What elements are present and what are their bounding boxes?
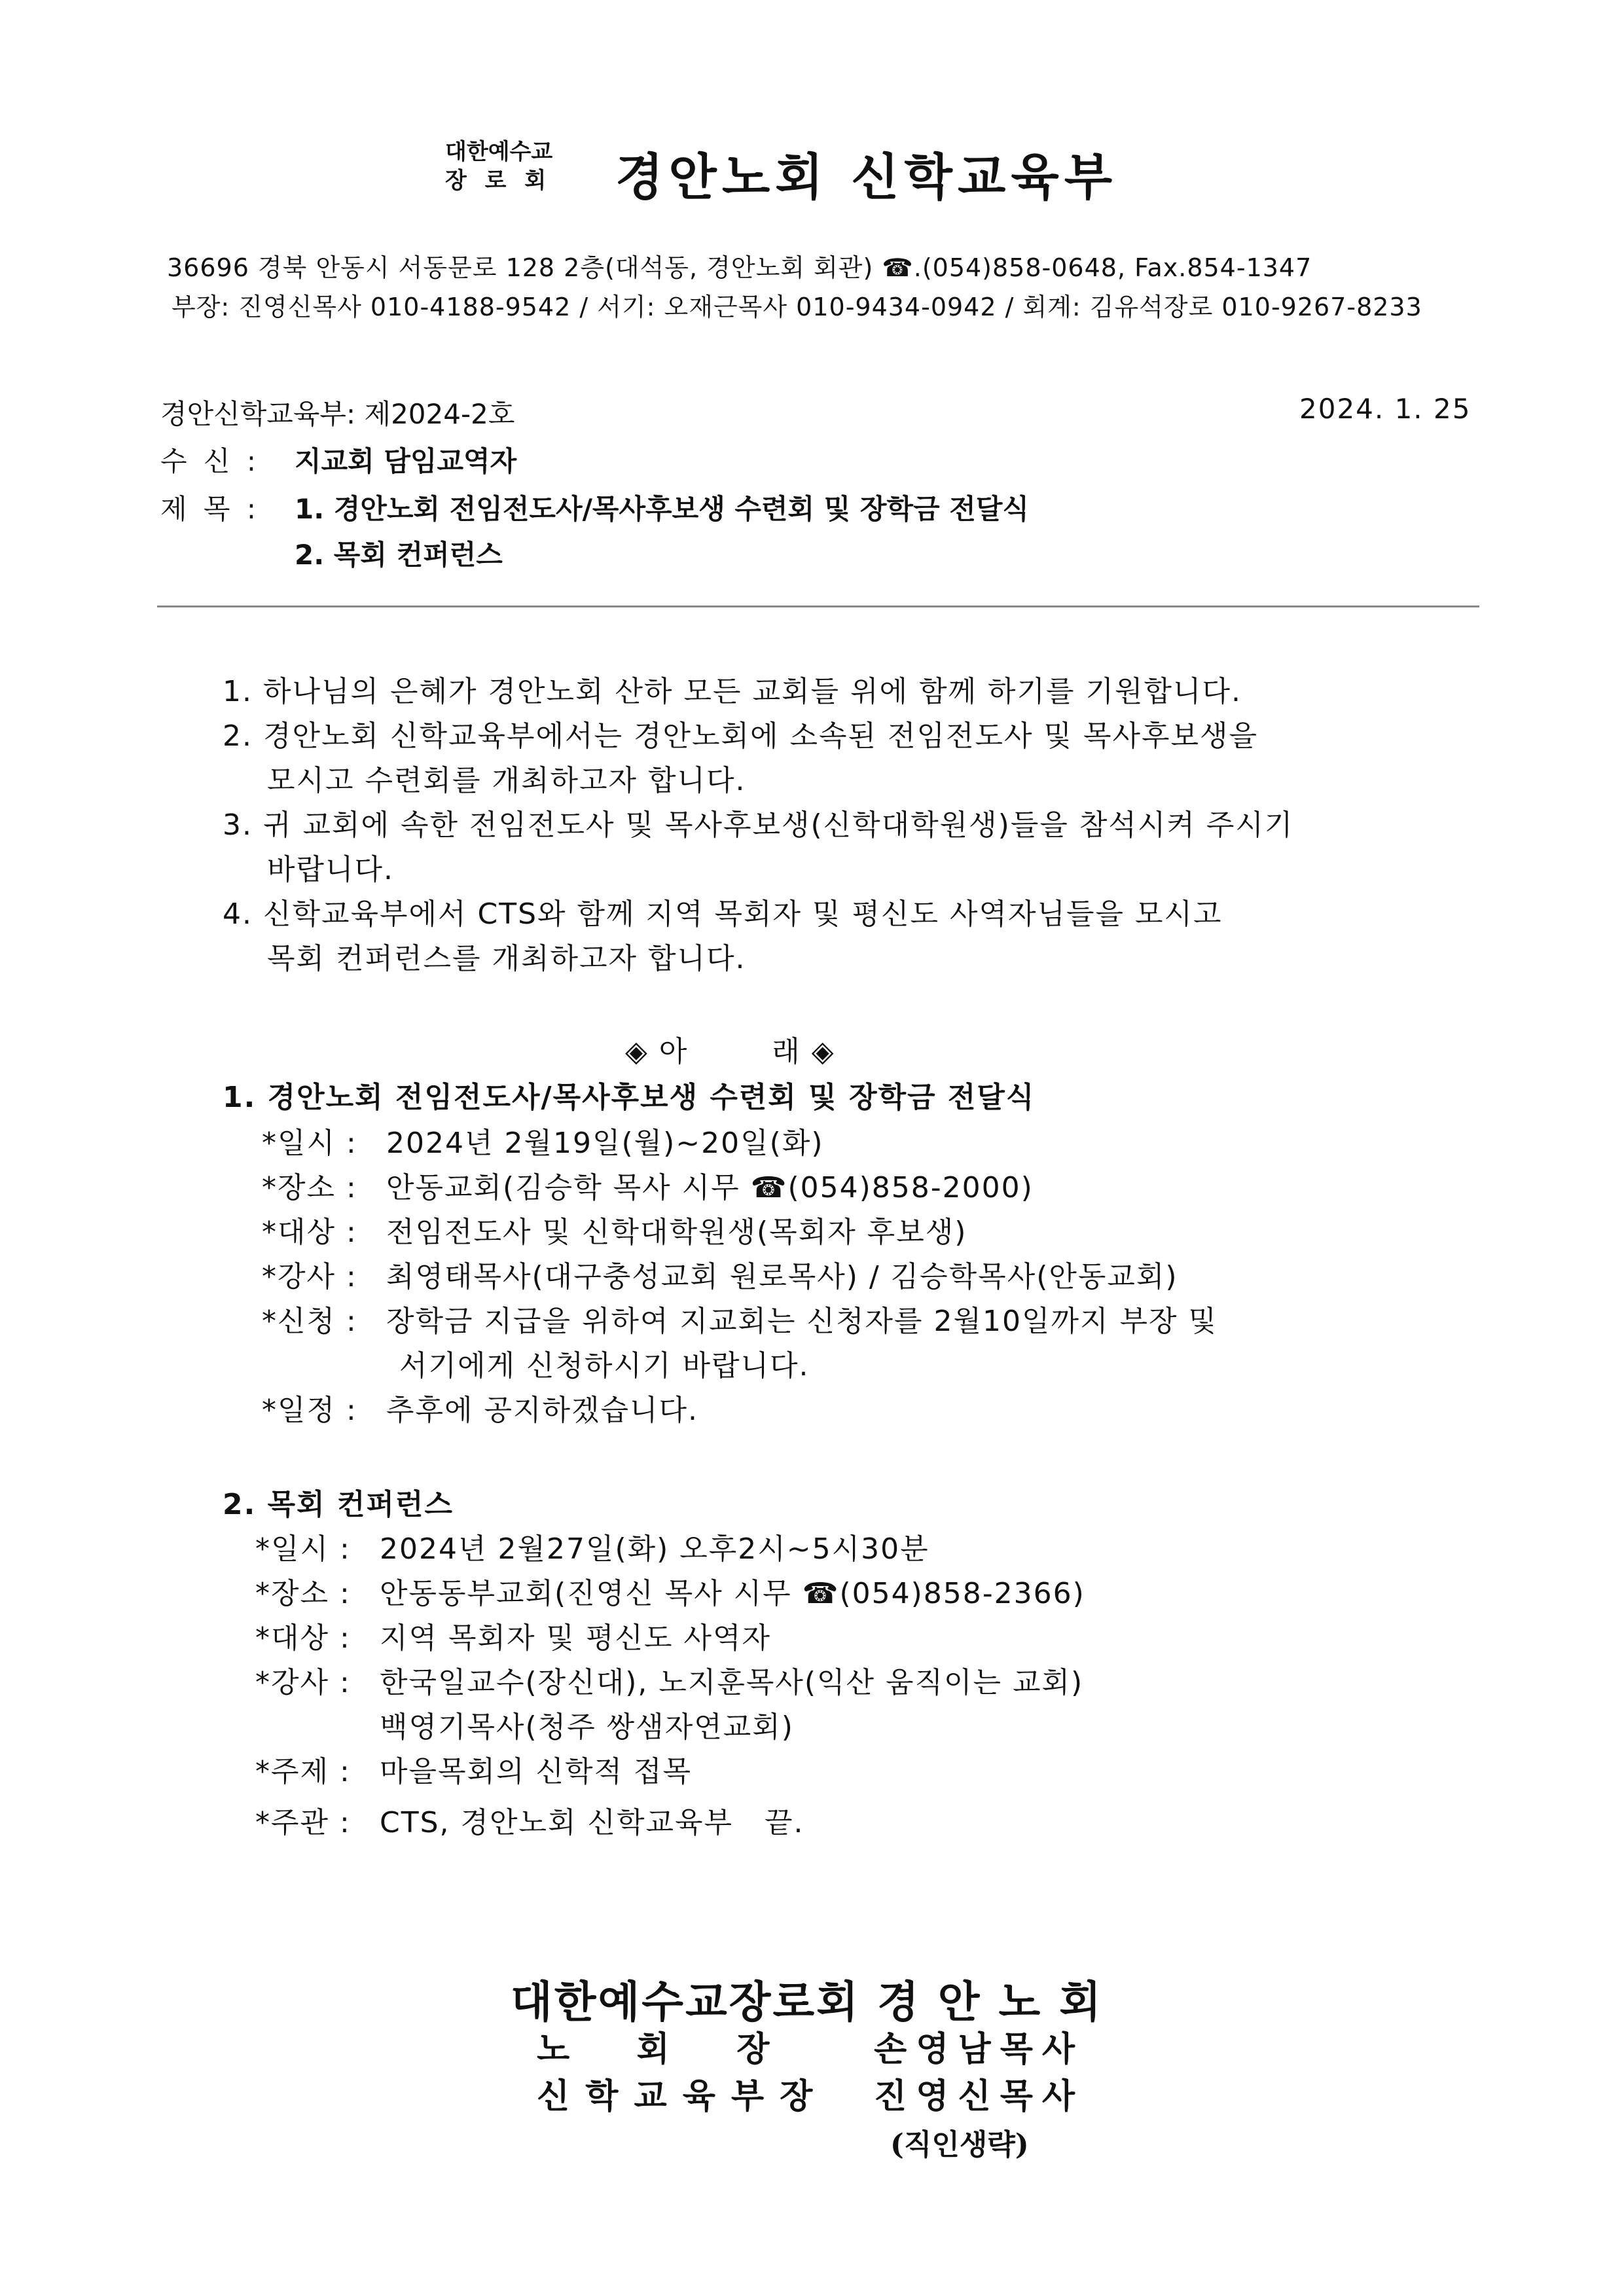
signature-title-1: 노 회 장 (537, 2029, 774, 2069)
item-text: 안동교회(김승학 목사 시무 ☎(054)858-2000) (386, 1171, 1034, 1204)
subject-label: 제 목 : (160, 493, 260, 525)
item-text: 백영기목사(청주 쌍샘자연교회) (380, 1710, 794, 1744)
signature-name-1: 손영남목사 (874, 2029, 1085, 2069)
org-small-line2: 장 로 회 (445, 168, 552, 194)
section2-item-theme (255, 1748, 692, 1790)
item-text: 최영태목사(대구충성교회 원로목사) / 김승학목사(안동교회) (386, 1260, 1178, 1293)
section2-item-host (255, 1799, 804, 1841)
section1-item-place (262, 1164, 1034, 1206)
section1-item-speaker (262, 1253, 1178, 1295)
item-label: *주관 : (255, 1806, 351, 1839)
item-text: 서기에게 신청하시기 바랍니다. (399, 1349, 810, 1382)
item-text: 장학금 지급을 위하여 지교회는 신청자를 2월10일까지 부장 및 (386, 1305, 1218, 1338)
section2-item-place (255, 1570, 1085, 1612)
item-label: *대상 : (262, 1216, 357, 1249)
item-text: 전임전도사 및 신학대학원생(목회자 후보생) (386, 1216, 967, 1249)
item-text: 안동동부교회(진영신 목사 시무 ☎(054)858-2366) (380, 1577, 1085, 1610)
intro-line-7: 목회 컨퍼런스를 개최하고자 합니다. (267, 942, 746, 975)
notice-heading: ◈ 아 래 ◈ (625, 1035, 835, 1068)
subject-line-2: 2. 목회 컨퍼런스 (295, 539, 503, 571)
item-label: *신청 : (262, 1305, 357, 1338)
item-label: *일시 : (262, 1127, 357, 1160)
intro-line-4: 3. 귀 교회에 속한 전임전도사 및 목사후보생(신학대학원생)들을 참석시켜 주시기 (223, 808, 1294, 842)
address-line: 36696 경북 안동시 서동문로 128 2층(대석동, 경안노회 회관) ☎.(054)858-0648, Fax.854-1347 (167, 253, 1312, 282)
header-divider (157, 605, 1479, 607)
item-label: *장소 : (255, 1577, 351, 1610)
recipient: 지교회 담임교역자 (295, 445, 517, 477)
item-text: 2024년 2월27일(화) 오후2시~5시30분 (380, 1532, 929, 1566)
department-title: 경안노회 신학교육부 (615, 148, 1118, 206)
section1-item-target (262, 1208, 967, 1250)
signature-name-2: 진영신목사 (874, 2076, 1085, 2116)
item-text: 지역 목회자 및 평신도 사역자 (380, 1621, 771, 1655)
item-text: 한국일교수(장신대), 노지훈목사(익산 움직이는 교회) (380, 1666, 1084, 1699)
section1-item-schedule (262, 1386, 698, 1428)
section1-title: 1. 경안노회 전임전도사/목사후보생 수련회 및 장학금 전달식 (223, 1081, 1036, 1114)
seal-omitted-note: (직인생략) (890, 2128, 1029, 2161)
section1-item-apply (262, 1297, 1218, 1339)
item-text: 2024년 2월19일(월)~20일(화) (386, 1127, 824, 1160)
intro-line-2: 2. 경안노회 신학교육부에서는 경안노회에 소속된 전임전도사 및 목사후보생을 (223, 719, 1259, 753)
item-text: 마을목회의 신학적 접목 (380, 1755, 693, 1788)
item-label: *주제 : (255, 1755, 351, 1788)
section2-item-date (255, 1525, 929, 1567)
doc-number: 경안신학교육부: 제2024-2호 (160, 398, 515, 430)
item-label: *일시 : (255, 1532, 351, 1566)
item-text: CTS, 경안노회 신학교육부 끝. (380, 1806, 804, 1839)
section1-item-apply-cont (262, 1342, 810, 1384)
section2-item-target (255, 1614, 771, 1656)
subject-line-1: 1. 경안노회 전임전도사/목사후보생 수련회 및 장학금 전달식 (295, 493, 1029, 525)
signature-org: 대한예수교장로회 경 안 노 회 (511, 1976, 1103, 2027)
intro-line-6: 4. 신학교육부에서 CTS와 함께 지역 목회자 및 평신도 사역자님들을 모시고 (223, 897, 1223, 931)
item-label: *강사 : (255, 1666, 351, 1699)
section2-item-speaker-cont (255, 1703, 794, 1745)
intro-line-5: 바랍니다. (267, 853, 395, 886)
intro-line-3: 모시고 수련회를 개최하고자 합니다. (267, 764, 746, 797)
item-label: *일정 : (262, 1394, 357, 1427)
item-label: *대상 : (255, 1621, 351, 1655)
officers-line: 부장: 진영신목사 010-4188-9542 / 서기: 오재근목사 010-9434-0942 / 회계: 김유석장로 010-9267-8233 (171, 293, 1422, 321)
section2-title: 2. 목회 컨퍼런스 (223, 1488, 454, 1521)
org-small-line1: 대한예수교 (445, 139, 553, 165)
signature-title-2: 신학교육부장 (537, 2076, 829, 2116)
section2-item-speaker (255, 1659, 1083, 1701)
recipient-label: 수 신 : (160, 445, 260, 477)
item-label: *장소 : (262, 1171, 357, 1204)
item-text: 추후에 공지하겠습니다. (386, 1394, 699, 1427)
intro-line-1: 1. 하나님의 은혜가 경안노회 산하 모든 교회들 위에 함께 하기를 기원합니다. (223, 675, 1242, 708)
section1-item-date (262, 1119, 824, 1161)
doc-date: 2024. 1. 25 (1299, 393, 1471, 425)
item-label: *강사 : (262, 1260, 357, 1293)
